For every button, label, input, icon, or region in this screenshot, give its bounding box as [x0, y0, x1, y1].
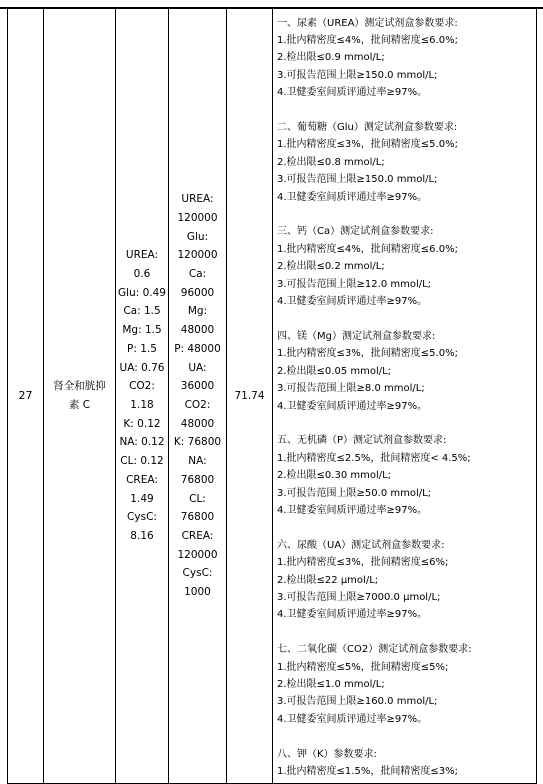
requirement-item: 2.检出限≤0.9 mmol/L; — [277, 52, 385, 64]
requirement-section — [277, 641, 536, 728]
project-name-line-1: 肾全和胱抑 — [53, 380, 106, 393]
requirement-heading: 三、钙（Ca）测定试剂盒参数要求: — [277, 226, 434, 238]
column-a-line: NA: 0.12 — [119, 436, 165, 449]
column-b-line: 120000 — [177, 249, 218, 262]
column-a-line: Ca: 1.5 — [123, 305, 161, 318]
requirement-item: 4.卫健委室间质评通过率≥97%。 — [277, 504, 428, 516]
column-b-line: 48000 — [180, 417, 215, 430]
requirement-item: 1.批内精密度≤4%，批间精密度≤6.0%; — [277, 243, 458, 255]
section-spacer — [277, 310, 536, 327]
column-a-line: UA: 0.76 — [119, 361, 165, 374]
column-b-line: NA: — [188, 455, 207, 468]
requirement-section — [277, 328, 536, 415]
requirement-heading: 六、尿酸（UA）测定试剂盒参数要求: — [277, 539, 445, 551]
requirement-item: 2.检出限≤0.05 mmol/L; — [277, 365, 392, 377]
column-b-line: CREA: — [181, 529, 214, 542]
section-spacer — [277, 624, 536, 641]
column-b-line: 76800 — [180, 511, 215, 524]
reagent-spec-table — [7, 8, 537, 784]
column-b-line: 48000 — [180, 324, 215, 337]
requirement-section — [277, 746, 536, 781]
requirement-section — [277, 223, 536, 310]
requirement-item: 4.卫健委室间质评通过率≥97%。 — [277, 609, 428, 621]
row-number: 27 — [8, 9, 44, 784]
column-b-line: Glu: — [186, 230, 209, 243]
requirement-section — [277, 432, 536, 519]
requirement-item: 1.批内精密度≤3%，批间精密度≤5.0%; — [277, 348, 458, 360]
requirements-cell — [273, 9, 537, 784]
column-a-line: Glu: 0.49 — [118, 286, 166, 299]
requirement-item: 3.可报告范围上限≥7000.0 μmol/L; — [277, 591, 441, 603]
requirement-heading: 五、无机磷（P）测定试剂盒参数要求: — [277, 435, 447, 447]
column-a-values — [116, 9, 169, 784]
requirement-item: 1.批内精密度≤1.5%，批间精密度≤3%; — [277, 765, 458, 777]
column-b-line: 120000 — [177, 548, 218, 561]
column-a-line: K: 0.12 — [123, 417, 161, 430]
column-a-line: P: 1.5 — [127, 342, 157, 355]
requirement-section — [277, 119, 536, 206]
requirement-item: 3.可报告范围上限≥8.0 mmol/L; — [277, 383, 425, 395]
column-b-line: Ca: — [188, 268, 207, 281]
requirement-section — [277, 15, 536, 102]
column-a-line: CREA: — [126, 473, 158, 486]
column-a-line: 0.6 — [133, 268, 151, 281]
requirement-item: 4.卫健委室间质评通过率≥97%。 — [277, 400, 428, 412]
column-b-values — [169, 9, 227, 784]
requirement-heading: 四、镁（Mg）测定试剂盒参数要求: — [277, 330, 436, 342]
column-b-line: CO2: — [184, 399, 211, 411]
requirement-item: 4.卫健委室间质评通过率≥97%。 — [277, 713, 428, 725]
requirement-item: 3.可报告范围上限≥150.0 mmol/L; — [277, 69, 438, 81]
requirement-heading: 一、尿素（UREA）测定试剂盒参数要求: — [277, 17, 458, 29]
requirement-item: 4.卫健委室间质评通过率≥97%。 — [277, 191, 428, 203]
table-row — [8, 9, 537, 784]
column-a-line: CO2: — [129, 380, 155, 393]
column-b-line: P: 48000 — [174, 342, 221, 355]
column-b-line: CysC: — [182, 567, 213, 580]
column-b-line: 36000 — [180, 380, 215, 393]
section-spacer — [277, 102, 536, 119]
column-b-line: UREA: — [181, 193, 214, 206]
column-b-line: 1000 — [184, 586, 211, 599]
column-a-line: CysC: — [127, 511, 157, 524]
requirement-item: 3.可报告范围上限≥12.0 mmol/L; — [277, 278, 432, 290]
column-b-line: CL: — [189, 492, 206, 505]
column-a-line: 8.16 — [130, 529, 154, 542]
price-cell: 71.74 — [227, 9, 273, 784]
column-a-line: CL: 0.12 — [120, 455, 164, 468]
column-a-line: UREA: — [125, 249, 159, 262]
section-spacer — [277, 728, 536, 745]
requirement-item: 1.批内精密度≤5%，批间精密度≤5%; — [277, 661, 449, 673]
requirement-item: 4.卫健委室间质评通过率≥97%。 — [277, 87, 428, 99]
requirement-section — [277, 537, 536, 624]
column-b-line: 120000 — [177, 211, 218, 224]
requirement-item: 2.检出限≤22 μmol/L; — [277, 574, 379, 586]
column-b-line: K: 76800 — [173, 436, 222, 449]
column-b-line: UA: — [188, 361, 207, 374]
column-a-line: 1.18 — [130, 399, 154, 411]
section-spacer — [277, 206, 536, 223]
column-b-line: 96000 — [180, 286, 215, 299]
project-name-cell — [44, 9, 116, 784]
requirement-item: 1.批内精密度≤3%，批间精密度≤6%; — [277, 557, 449, 569]
requirement-item: 3.可报告范围上限≥160.0 mmol/L; — [277, 696, 438, 708]
project-name-line-2: 素 C — [68, 399, 91, 411]
requirement-item: 3.可报告范围上限≥150.0 mmol/L; — [277, 174, 438, 186]
requirement-item: 2.检出限≤0.2 mmol/L; — [277, 261, 385, 273]
requirement-heading: 八、钾（K）参数要求: — [277, 748, 377, 760]
requirement-item: 1.批内精密度≤2.5%，批间精密度< 4.5%; — [277, 452, 471, 464]
section-spacer — [277, 519, 536, 536]
column-a-line: 1.49 — [130, 492, 154, 505]
requirement-item: 2.检出限≤0.30 mmol/L; — [277, 470, 392, 482]
section-spacer — [277, 415, 536, 432]
column-b-line: Mg: — [187, 305, 208, 318]
requirement-item: 2.检出限≤1.0 mmol/L; — [277, 678, 385, 690]
column-b-line: 76800 — [180, 473, 215, 486]
requirement-item: 2.检出限≤0.8 mmol/L; — [277, 156, 385, 168]
requirement-item: 4.卫健委室间质评通过率≥97%。 — [277, 296, 428, 308]
requirement-item: 1.批内精密度≤3%，批间精密度≤5.0%; — [277, 139, 458, 151]
requirement-item: 3.可报告范围上限≥50.0 mmol/L; — [277, 487, 432, 499]
column-a-line: Mg: 1.5 — [122, 324, 162, 337]
requirement-heading: 二、葡萄糖（Glu）测定试剂盒参数要求: — [277, 122, 458, 134]
requirement-item: 1.批内精密度≤4%，批间精密度≤6.0%; — [277, 35, 458, 47]
requirement-heading: 七、二氧化碳（CO2）测定试剂盒参数要求: — [277, 644, 472, 656]
requirements-list — [273, 12, 536, 781]
